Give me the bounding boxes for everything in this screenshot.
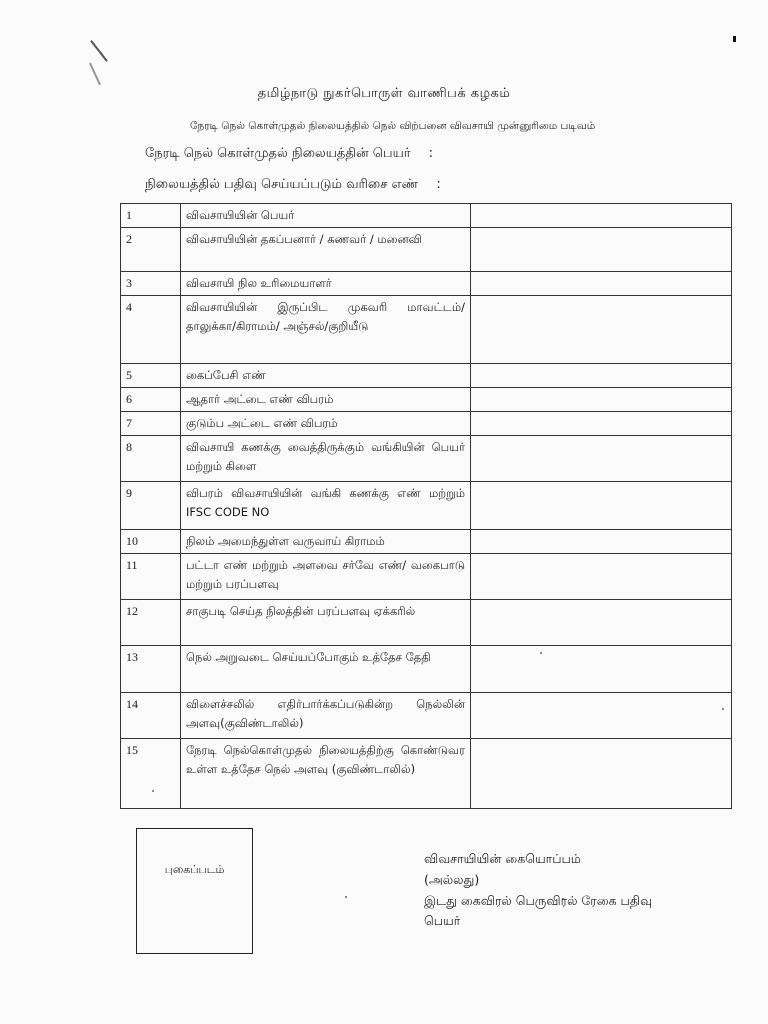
serial-no-field — [145, 177, 441, 193]
row-value[interactable] — [471, 600, 732, 646]
row-number: 14 — [121, 693, 181, 739]
row-label: நெல் அறுவடை செய்யப்போகும் உத்தேச தேதி — [181, 646, 471, 693]
row-value[interactable] — [471, 693, 732, 739]
thumbprint-label: இடது கைவிரல் பெருவிரல் ரேகை பதிவு — [424, 893, 653, 908]
table-row — [121, 388, 732, 412]
table-row — [121, 228, 732, 272]
center-name-field — [145, 146, 433, 162]
row-label: நேரடி நெல்கொள்முதல் நிலையத்திற்கு கொண்டுவர உள்ள உத்தேச நெல் அளவு (குவிண்டாலில்) — [181, 739, 471, 809]
table-row — [121, 296, 732, 364]
row-value[interactable] — [471, 482, 732, 530]
row-value[interactable] — [471, 646, 732, 693]
row-value[interactable] — [471, 296, 732, 364]
scan-mark — [90, 40, 107, 61]
table-row — [121, 364, 732, 388]
table-row — [121, 739, 732, 809]
table-row — [121, 554, 732, 600]
signature-label: விவசாயியின் கையொப்பம் — [424, 851, 581, 866]
row-number: 10 — [121, 530, 181, 554]
row-number: 2 — [121, 228, 181, 272]
row-number: 13 — [121, 646, 181, 693]
row-number: 6 — [121, 388, 181, 412]
row-value[interactable] — [471, 272, 732, 296]
row-label: சாகுபடி செய்த நிலத்தின் பரப்பளவு ஏக்கரில் — [181, 600, 471, 646]
row-number: 1 — [121, 204, 181, 228]
row-number: 7 — [121, 412, 181, 436]
colon: : — [428, 146, 434, 161]
scan-mark — [89, 63, 101, 85]
table-row — [121, 482, 732, 530]
document-title: தமிழ்நாடு நுகர்பொருள் வாணிபக் கழகம் — [257, 86, 511, 101]
table-row — [121, 436, 732, 482]
document-subtitle: நேரடி நெல் கொள்முதல் நிலையத்தில் நெல் விற்பனை விவசாயி முன்னுரிமை படிவம் — [190, 120, 596, 132]
row-number: 3 — [121, 272, 181, 296]
row-number: 11 — [121, 554, 181, 600]
table-row — [121, 204, 732, 228]
table-row — [121, 693, 732, 739]
row-value[interactable] — [471, 364, 732, 388]
row-value[interactable] — [471, 204, 732, 228]
row-label: ஆதார் அட்டை எண் விபரம் — [181, 388, 471, 412]
row-label: கைப்பேசி எண் — [181, 364, 471, 388]
row-number: 15 — [121, 739, 181, 809]
table-row — [121, 646, 732, 693]
row-number: 12 — [121, 600, 181, 646]
table-row — [121, 530, 732, 554]
name-label: பெயர் — [424, 913, 461, 928]
colon: : — [436, 177, 441, 192]
row-value[interactable] — [471, 436, 732, 482]
row-label: நிலம் அமைந்துள்ள வருவாய் கிராமம் — [181, 530, 471, 554]
row-label: குடும்ப அட்டை எண் விபரம் — [181, 412, 471, 436]
row-value[interactable] — [471, 412, 732, 436]
row-label: பட்டா எண் மற்றும் அளவை சர்வே எண்/ வகைபாடு மற்றும் பரப்பளவு — [181, 554, 471, 600]
photo-label: புகைப்படம் — [164, 863, 225, 876]
row-label: விவசாயி நில உரிமையாளர் — [181, 272, 471, 296]
row-label: விவசாயியின் தகப்பனார் / கணவர் / மனைவி — [181, 228, 471, 272]
table-row — [121, 412, 732, 436]
row-label: விளைச்சலில் எதிர்பார்க்கப்படுகின்ற நெல்லின் அளவு(குவிண்டாலில்) — [181, 693, 471, 739]
photo-box[interactable] — [136, 828, 253, 954]
row-label: விவசாயியின் இருப்பிட முகவரி மாவட்டம்/ தாலுக்கா/கிராமம்/ அஞ்சல்/குறியீடு — [181, 296, 471, 364]
row-label: விபரம் விவசாயியின் வங்கி கணக்கு எண் மற்றும் IFSC CODE NO — [181, 482, 471, 530]
row-value[interactable] — [471, 228, 732, 272]
row-number: 9 — [121, 482, 181, 530]
farmer-details-table — [120, 203, 732, 809]
row-number: 8 — [121, 436, 181, 482]
row-value[interactable] — [471, 554, 732, 600]
table-row — [121, 600, 732, 646]
row-number: 4 — [121, 296, 181, 364]
row-value[interactable] — [471, 739, 732, 809]
center-name-label: நேரடி நெல் கொள்முதல் நிலையத்தின் பெயர் — [145, 146, 411, 161]
row-label: விவசாயி கணக்கு வைத்திருக்கும் வங்கியின் பெயர் மற்றும் கிளை — [181, 436, 471, 482]
row-label: விவசாயியின் பெயர் — [181, 204, 471, 228]
row-value[interactable] — [471, 530, 732, 554]
table-row — [121, 272, 732, 296]
scan-mark — [733, 36, 736, 42]
row-number: 5 — [121, 364, 181, 388]
signature-or: (அல்லது) — [424, 872, 480, 887]
serial-no-label: நிலையத்தில் பதிவு செய்யப்படும் வரிசை எண் — [145, 177, 419, 192]
scan-speck — [345, 896, 347, 898]
row-value[interactable] — [471, 388, 732, 412]
